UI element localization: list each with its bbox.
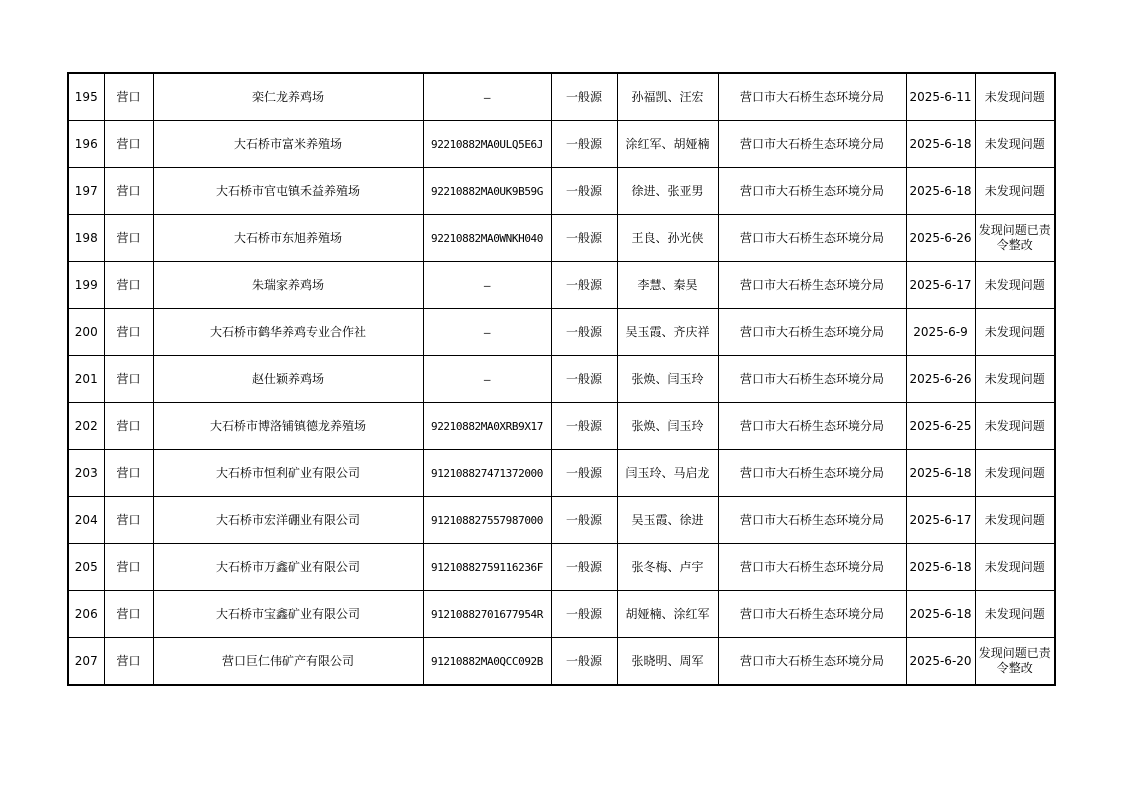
credit-code-cell: — (423, 262, 551, 309)
credit-code-cell: 92210882MA0XRB9X17 (423, 403, 551, 450)
source-type-cell: 一般源 (551, 544, 617, 591)
row-number-cell: 204 (68, 497, 104, 544)
source-type-cell: 一般源 (551, 638, 617, 686)
table-row (68, 497, 1055, 544)
credit-code-cell: 91210882MA0QCC092B (423, 638, 551, 686)
inspection-date-cell: 2025-6-18 (906, 544, 975, 591)
credit-code-cell: 92210882MA0ULQ5E6J (423, 121, 551, 168)
row-number-cell: 197 (68, 168, 104, 215)
inspectors-cell: 吴玉霞、徐进 (617, 497, 718, 544)
inspectors-cell: 张焕、闫玉玲 (617, 403, 718, 450)
inspection-date-cell: 2025-6-18 (906, 450, 975, 497)
entity-name-cell: 大石桥市宏洋硼业有限公司 (153, 497, 423, 544)
table-row (68, 356, 1055, 403)
result-cell: 发现问题已责令整改 (975, 638, 1055, 686)
inspectors-cell: 孙福凯、汪宏 (617, 73, 718, 121)
entity-name-cell: 营口巨仁伟矿产有限公司 (153, 638, 423, 686)
inspection-date-cell: 2025-6-17 (906, 262, 975, 309)
table-row (68, 262, 1055, 309)
inspection-date-cell: 2025-6-20 (906, 638, 975, 686)
entity-name-cell: 赵仕颖养鸡场 (153, 356, 423, 403)
credit-code-cell: 92210882MA0UK9B59G (423, 168, 551, 215)
agency-cell: 营口市大石桥生态环境分局 (718, 403, 906, 450)
credit-code-cell: — (423, 356, 551, 403)
agency-cell: 营口市大石桥生态环境分局 (718, 168, 906, 215)
credit-code-cell: — (423, 309, 551, 356)
row-number-cell: 196 (68, 121, 104, 168)
entity-name-cell: 大石桥市万鑫矿业有限公司 (153, 544, 423, 591)
result-cell: 未发现问题 (975, 544, 1055, 591)
city-cell: 营口 (104, 591, 153, 638)
table-row (68, 215, 1055, 262)
agency-cell: 营口市大石桥生态环境分局 (718, 262, 906, 309)
table-row (68, 73, 1055, 121)
city-cell: 营口 (104, 215, 153, 262)
table-body (68, 73, 1055, 685)
inspection-date-cell: 2025-6-17 (906, 497, 975, 544)
credit-code-cell: 912108827471372000 (423, 450, 551, 497)
result-cell: 未发现问题 (975, 73, 1055, 121)
city-cell: 营口 (104, 356, 153, 403)
agency-cell: 营口市大石桥生态环境分局 (718, 638, 906, 686)
source-type-cell: 一般源 (551, 356, 617, 403)
result-cell: 未发现问题 (975, 403, 1055, 450)
city-cell: 营口 (104, 544, 153, 591)
inspectors-cell: 涂红军、胡娅楠 (617, 121, 718, 168)
inspection-date-cell: 2025-6-26 (906, 215, 975, 262)
row-number-cell: 200 (68, 309, 104, 356)
city-cell: 营口 (104, 403, 153, 450)
inspectors-cell: 张焕、闫玉玲 (617, 356, 718, 403)
row-number-cell: 201 (68, 356, 104, 403)
source-type-cell: 一般源 (551, 168, 617, 215)
city-cell: 营口 (104, 309, 153, 356)
credit-code-cell: — (423, 73, 551, 121)
inspection-date-cell: 2025-6-26 (906, 356, 975, 403)
inspectors-cell: 徐进、张亚男 (617, 168, 718, 215)
credit-code-cell: 92210882MA0WNKH040 (423, 215, 551, 262)
result-cell: 未发现问题 (975, 121, 1055, 168)
result-cell: 未发现问题 (975, 309, 1055, 356)
result-cell: 未发现问题 (975, 356, 1055, 403)
inspection-date-cell: 2025-6-25 (906, 403, 975, 450)
agency-cell: 营口市大石桥生态环境分局 (718, 450, 906, 497)
source-type-cell: 一般源 (551, 403, 617, 450)
entity-name-cell: 朱瑞家养鸡场 (153, 262, 423, 309)
agency-cell: 营口市大石桥生态环境分局 (718, 121, 906, 168)
source-type-cell: 一般源 (551, 121, 617, 168)
inspection-table (67, 72, 1056, 686)
entity-name-cell: 栾仁龙养鸡场 (153, 73, 423, 121)
agency-cell: 营口市大石桥生态环境分局 (718, 73, 906, 121)
credit-code-cell: 91210882759116236F (423, 544, 551, 591)
table-row (68, 168, 1055, 215)
result-cell: 未发现问题 (975, 262, 1055, 309)
inspectors-cell: 张冬梅、卢宇 (617, 544, 718, 591)
source-type-cell: 一般源 (551, 497, 617, 544)
source-type-cell: 一般源 (551, 591, 617, 638)
row-number-cell: 203 (68, 450, 104, 497)
agency-cell: 营口市大石桥生态环境分局 (718, 356, 906, 403)
result-cell: 未发现问题 (975, 168, 1055, 215)
table-row (68, 309, 1055, 356)
entity-name-cell: 大石桥市东旭养殖场 (153, 215, 423, 262)
entity-name-cell: 大石桥市鹤华养鸡专业合作社 (153, 309, 423, 356)
city-cell: 营口 (104, 262, 153, 309)
table-row (68, 591, 1055, 638)
city-cell: 营口 (104, 450, 153, 497)
inspectors-cell: 胡娅楠、涂红军 (617, 591, 718, 638)
source-type-cell: 一般源 (551, 262, 617, 309)
result-cell: 未发现问题 (975, 591, 1055, 638)
city-cell: 营口 (104, 168, 153, 215)
row-number-cell: 199 (68, 262, 104, 309)
row-number-cell: 207 (68, 638, 104, 686)
table-row (68, 403, 1055, 450)
source-type-cell: 一般源 (551, 309, 617, 356)
agency-cell: 营口市大石桥生态环境分局 (718, 309, 906, 356)
entity-name-cell: 大石桥市恒利矿业有限公司 (153, 450, 423, 497)
entity-name-cell: 大石桥市富米养殖场 (153, 121, 423, 168)
entity-name-cell: 大石桥市宝鑫矿业有限公司 (153, 591, 423, 638)
agency-cell: 营口市大石桥生态环境分局 (718, 544, 906, 591)
inspectors-cell: 李慧、秦昊 (617, 262, 718, 309)
city-cell: 营口 (104, 638, 153, 686)
entity-name-cell: 大石桥市官屯镇禾益养殖场 (153, 168, 423, 215)
inspection-date-cell: 2025-6-9 (906, 309, 975, 356)
agency-cell: 营口市大石桥生态环境分局 (718, 497, 906, 544)
inspection-date-cell: 2025-6-11 (906, 73, 975, 121)
source-type-cell: 一般源 (551, 450, 617, 497)
inspection-date-cell: 2025-6-18 (906, 121, 975, 168)
agency-cell: 营口市大石桥生态环境分局 (718, 215, 906, 262)
row-number-cell: 205 (68, 544, 104, 591)
inspection-date-cell: 2025-6-18 (906, 591, 975, 638)
credit-code-cell: 91210882701677954R (423, 591, 551, 638)
source-type-cell: 一般源 (551, 73, 617, 121)
row-number-cell: 198 (68, 215, 104, 262)
entity-name-cell: 大石桥市博洛铺镇德龙养殖场 (153, 403, 423, 450)
inspection-date-cell: 2025-6-18 (906, 168, 975, 215)
source-type-cell: 一般源 (551, 215, 617, 262)
inspectors-cell: 张晓明、周军 (617, 638, 718, 686)
inspectors-cell: 吴玉霞、齐庆祥 (617, 309, 718, 356)
row-number-cell: 202 (68, 403, 104, 450)
table-row (68, 450, 1055, 497)
table-row (68, 121, 1055, 168)
result-cell: 发现问题已责令整改 (975, 215, 1055, 262)
result-cell: 未发现问题 (975, 497, 1055, 544)
row-number-cell: 195 (68, 73, 104, 121)
result-cell: 未发现问题 (975, 450, 1055, 497)
inspectors-cell: 闫玉玲、马启龙 (617, 450, 718, 497)
city-cell: 营口 (104, 121, 153, 168)
row-number-cell: 206 (68, 591, 104, 638)
table-row (68, 638, 1055, 686)
city-cell: 营口 (104, 497, 153, 544)
agency-cell: 营口市大石桥生态环境分局 (718, 591, 906, 638)
city-cell: 营口 (104, 73, 153, 121)
table-row (68, 544, 1055, 591)
inspectors-cell: 王良、孙光侠 (617, 215, 718, 262)
credit-code-cell: 912108827557987000 (423, 497, 551, 544)
